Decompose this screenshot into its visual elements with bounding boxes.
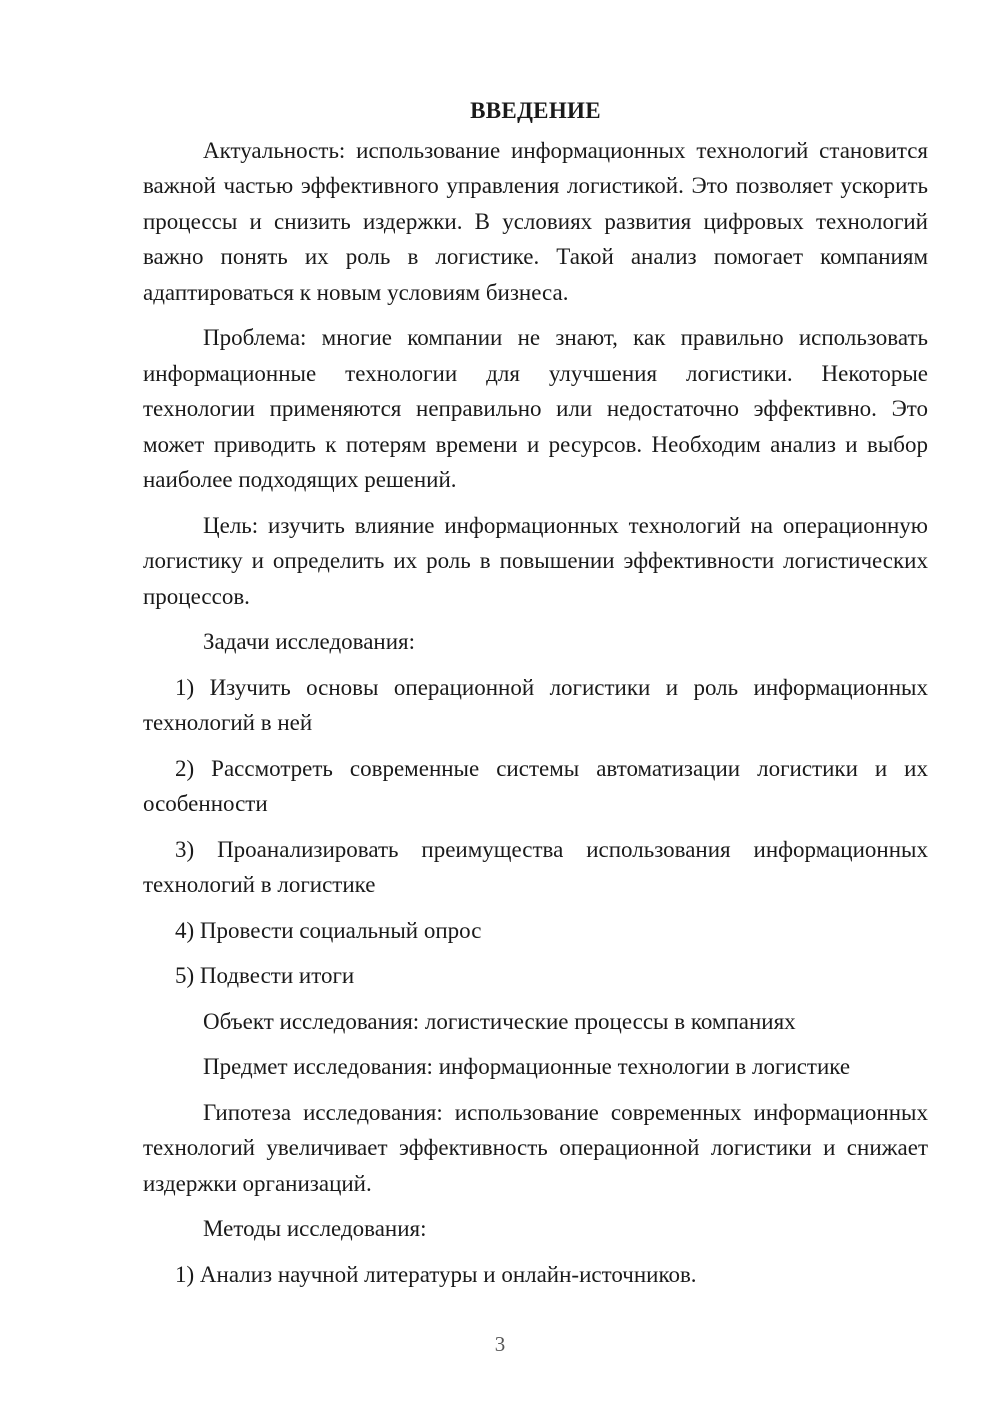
problem-paragraph: Проблема: многие компании не знают, как правильно использовать информационные технологии для улучшения логистики. Некоторые технологии применяются неправильно или недостаточно эффективно. Это может приводить к потерям времени и ресурсов. Необходим анализ и выбор наиболее подходящих решений. <box>143 325 928 492</box>
relevance-paragraph: Актуальность: использование информационных технологий становится важной частью эффективного управления логистикой. Это позволяет ускорить процессы и снизить издержки. В условиях развития цифровых технологий важно понять их роль в логистике. Такой анализ помогает компаниям адаптироваться к новым условиям бизнеса. <box>143 137 928 305</box>
task-item: 4) Провести социальный опрос <box>175 917 482 943</box>
methods-heading: Методы исследования: <box>203 1216 427 1241</box>
task-item: 5) Подвести итоги <box>175 963 355 988</box>
object-paragraph: Объект исследования: логистические процессы в компаниях <box>203 1008 796 1034</box>
document-page <box>143 93 928 1302</box>
page-number: 3 <box>494 1332 506 1356</box>
goal-paragraph: Цель: изучить влияние информационных технологий на операционную логистику и определить их роль в повышении эффективности логистических процессов. <box>143 512 928 609</box>
subject-paragraph: Предмет исследования: информационные технологии в логистике <box>203 1054 851 1079</box>
method-item: 1) Анализ научной литературы и онлайн-источников. <box>175 1261 697 1287</box>
tasks-heading: Задачи исследования: <box>203 629 416 654</box>
task-item: 2) Рассмотреть современные системы автоматизации логистики и их особенности <box>143 755 928 816</box>
hypothesis-paragraph: Гипотеза исследования: использование современных информационных технологий увеличивает эффективность операционной логистики и снижает издержки организаций. <box>143 1099 928 1196</box>
task-item: 1) Изучить основы операционной логистики и роль информационных технологий в ней <box>143 674 928 735</box>
section-title: ВВЕДЕНИЕ <box>470 98 601 123</box>
task-item: 3) Проанализировать преимущества использования информационных технологий в логистике <box>143 836 928 897</box>
